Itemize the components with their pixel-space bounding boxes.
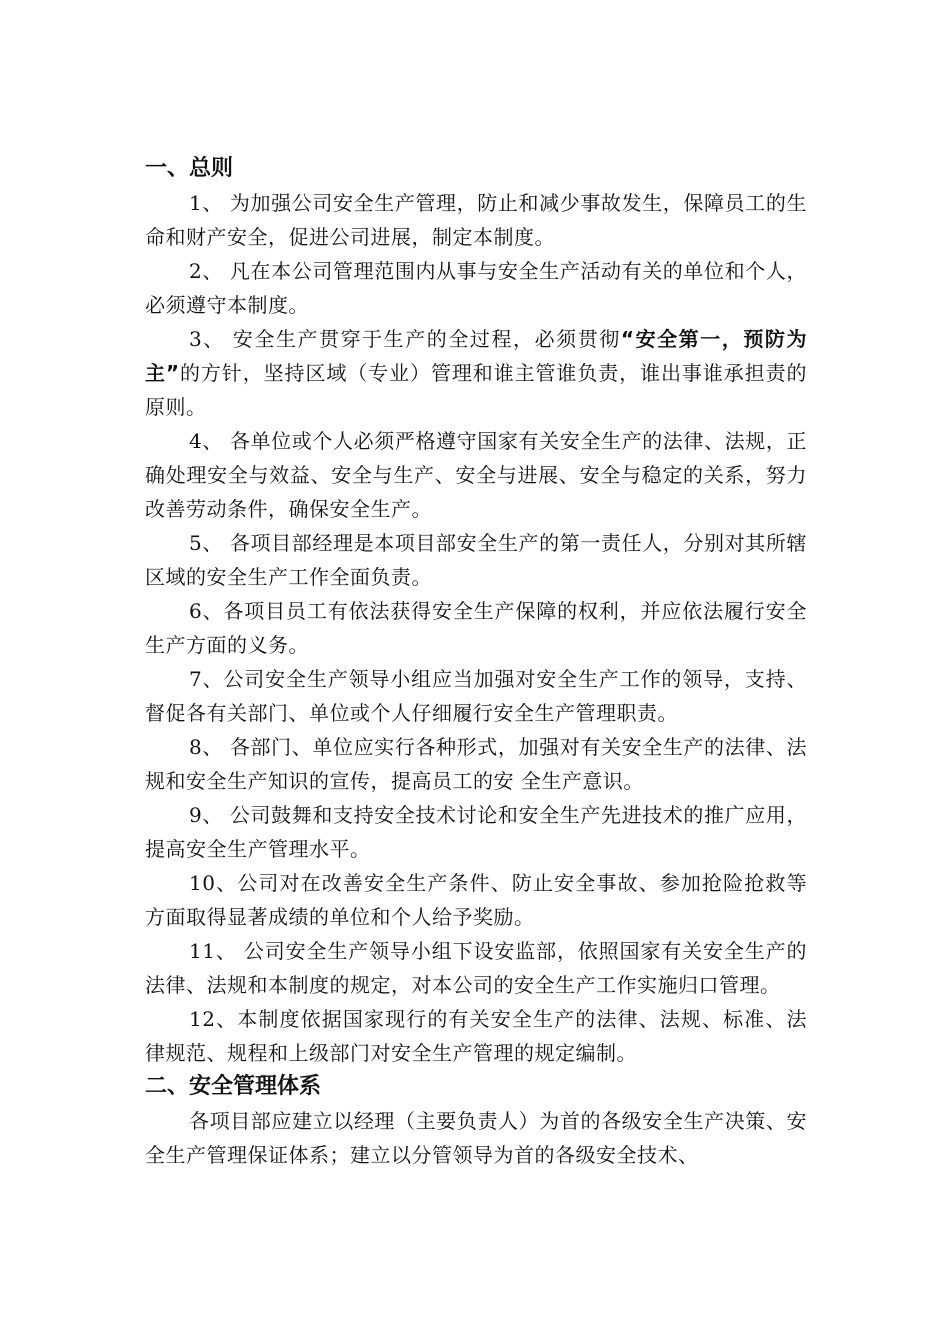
clause-4: 4、 各单位或个人必须严格遵守国家有关安全生产的法律、法规，正确处理安全与效益、安全与生产、安全与进展、安全与稳定的关系，努力改善劳动条件，确保安全生产。 [145, 429, 807, 521]
clause-3 [145, 322, 807, 424]
clause-2: 2、 凡在本公司管理范围内从事与安全生产活动有关的单位和个人，必须遵守本制度。 [145, 259, 807, 317]
safety-system-paragraph: 各项目部应建立以经理（主要负责人）为首的各级安全生产决策、安全生产管理保证体系；建立以分管领导为首的各级安全技术、 [145, 1109, 807, 1167]
clause-3-emphasis: “安全第一，预防为主” [145, 327, 807, 385]
document-page [145, 152, 807, 1172]
clause-3-after: 的方针，坚持区域（专业）管理和谁主管谁负责，谁出事谁承担责的原则。 [145, 361, 807, 419]
clause-11: 11、 公司安全生产领导小组下设安监部，依照国家有关安全生产的法律、法规和本制度的规定，对本公司的安全生产工作实施归口管理。 [145, 939, 807, 997]
clause-5: 5、 各项目部经理是本项目部安全生产的第一责任人，分别对其所辖区域的安全生产工作全面负责。 [145, 531, 807, 589]
section-heading-safety-system: 二、安全管理体系 [145, 1074, 322, 1099]
clause-12: 12、本制度依据国家现行的有关安全生产的法律、法规、标准、法律规范、规程和上级部门对安全生产管理的规定编制。 [145, 1007, 807, 1065]
clause-10: 10、公司对在改善安全生产条件、防止安全事故、参加抢险抢救等方面取得显著成绩的单位和个人给予奖励。 [145, 871, 807, 929]
clause-8: 8、 各部门、单位应实行各种形式，加强对有关安全生产的法律、法规和安全生产知识的宣传，提高员工的安 全生产意识。 [145, 735, 807, 793]
clause-7: 7、公司安全生产领导小组应当加强对安全生产工作的领导，支持、督促各有关部门、单位或个人仔细履行安全生产管理职责。 [145, 667, 807, 725]
clause-1: 1、 为加强公司安全生产管理，防止和减少事故发生，保障员工的生命和财产安全，促进公司进展，制定本制度。 [145, 191, 807, 249]
section-heading-general: 一、总则 [145, 156, 234, 181]
clause-6: 6、各项目员工有依法获得安全生产保障的权利，并应依法履行安全生产方面的义务。 [145, 599, 807, 657]
clause-3-before: 3、 安全生产贯穿于生产的全过程，必须贯彻 [189, 327, 621, 351]
clause-9: 9、 公司鼓舞和支持安全技术讨论和安全生产先进技术的推广应用，提高安全生产管理水平。 [145, 803, 807, 861]
